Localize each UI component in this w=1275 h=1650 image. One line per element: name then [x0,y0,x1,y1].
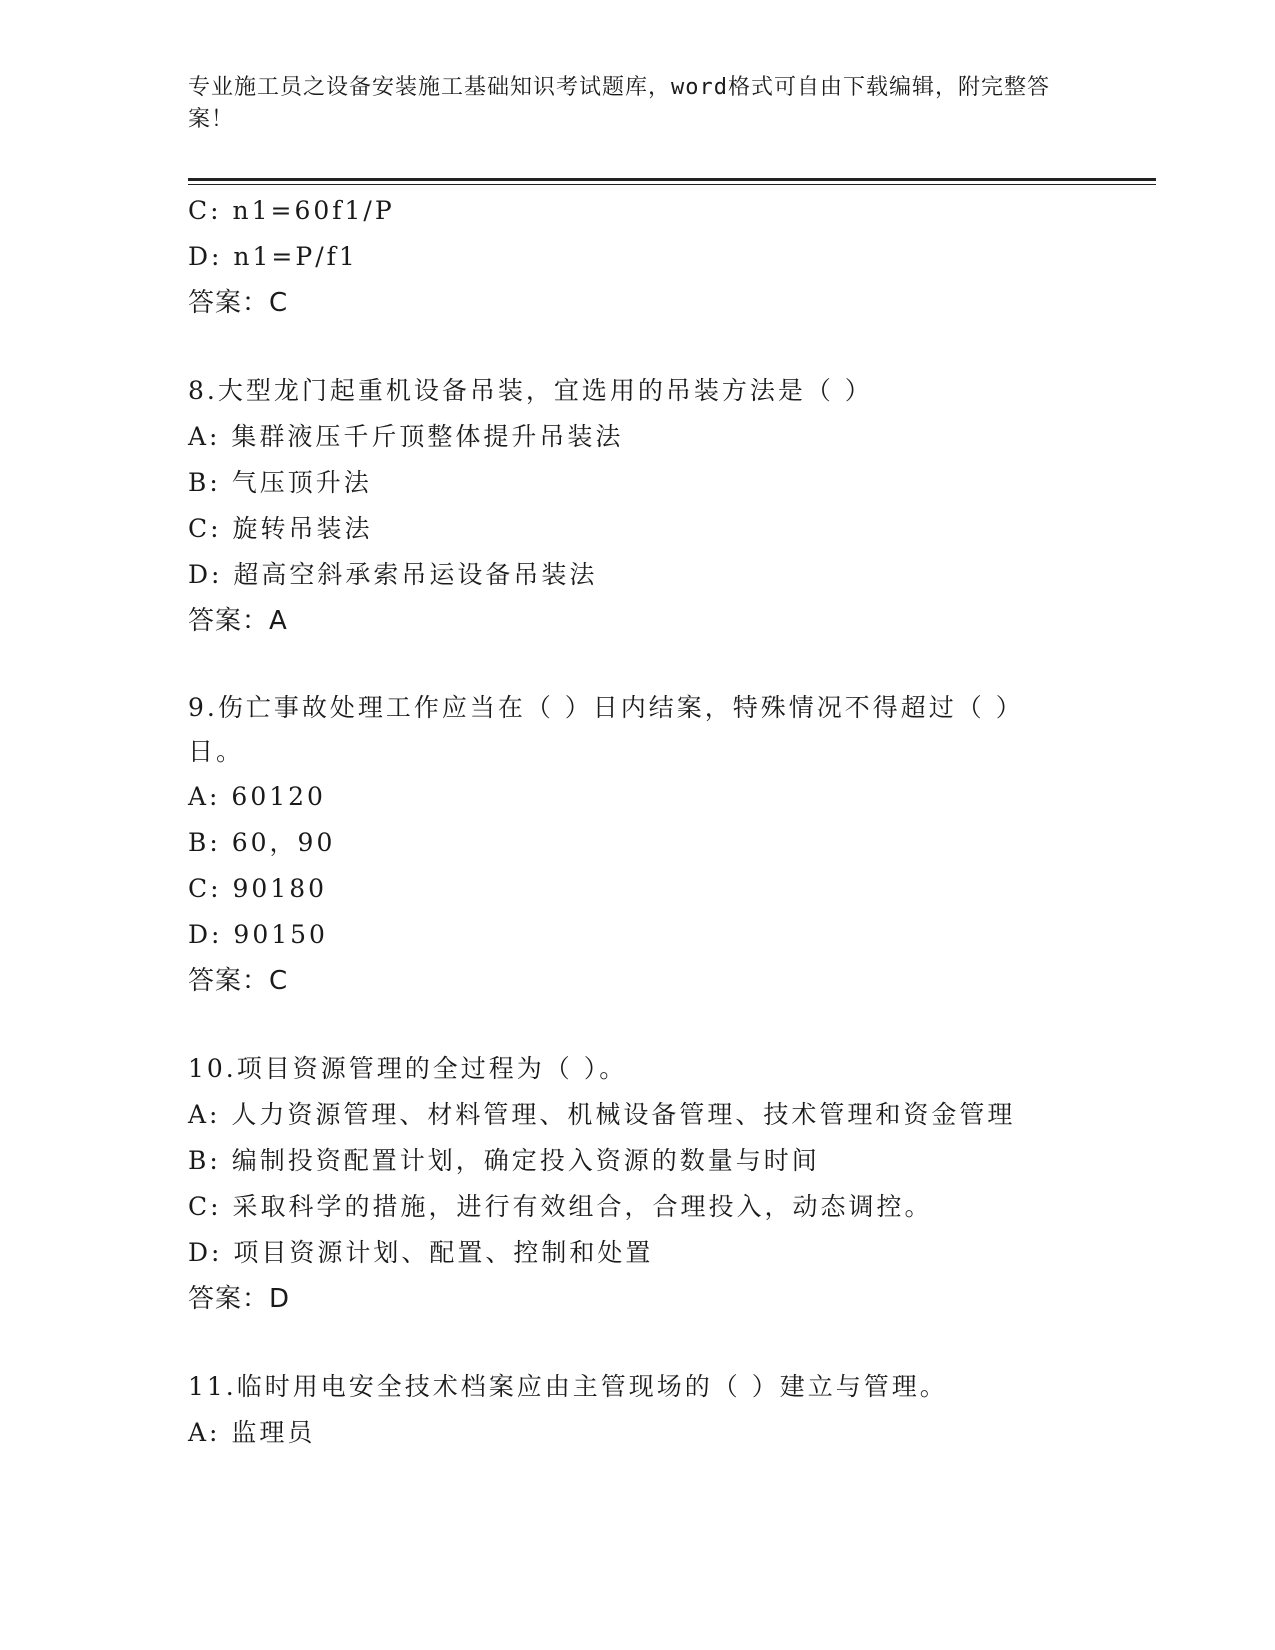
question-stem: 9.伤亡事故处理工作应当在（ ）日内结案，特殊情况不得超过（ ）日。 [188,693,1024,766]
option-a: A: 集群液压千斤顶整体提升吊装法 [188,422,624,451]
option-b: B: 60，90 [188,828,336,857]
header-divider-thin [188,184,1156,185]
option-c: C: 90180 [188,874,328,903]
answer-line: 答案：D [188,1284,291,1314]
option-c: C: n1=60f1/P [188,196,395,225]
option-c: C: 旋转吊装法 [188,514,373,543]
option-a: A: 60120 [188,782,326,811]
option-a: A: 人力资源管理、材料管理、机械设备管理、技术管理和资金管理 [188,1100,1016,1129]
document-body [188,188,1088,1456]
option-b: B: 气压顶升法 [188,468,372,497]
option-d: D: n1=P/f1 [188,242,358,271]
option-b: B: 编制投资配置计划，确定投入资源的数量与时间 [188,1146,820,1175]
answer-line: 答案：C [188,288,289,318]
option-a: A: 监理员 [188,1418,316,1447]
question-stem: 8.大型龙门起重机设备吊装，宜选用的吊装方法是（ ） [188,376,873,405]
question-11 [188,1364,1088,1456]
header-divider-thick [188,178,1156,181]
question-10 [188,1046,1088,1322]
answer-line: 答案：A [188,606,288,636]
lead-question-continuation [188,188,1088,326]
question-9 [188,686,1088,1004]
option-c: C: 采取科学的措施，进行有效组合，合理投入，动态调控。 [188,1192,933,1221]
question-stem: 11.临时用电安全技术档案应由主管现场的（ ）建立与管理。 [188,1372,948,1401]
page-header: 专业施工员之设备安装施工基础知识考试题库，word格式可自由下载编辑，附完整答案！ [188,75,1050,132]
option-d: D: 超高空斜承索吊运设备吊装法 [188,560,598,589]
question-8 [188,368,1088,644]
option-d: D: 90150 [188,920,328,949]
question-stem: 10.项目资源管理的全过程为（ ）。 [188,1054,628,1083]
option-d: D: 项目资源计划、配置、控制和处置 [188,1238,654,1267]
answer-line: 答案：C [188,966,289,996]
